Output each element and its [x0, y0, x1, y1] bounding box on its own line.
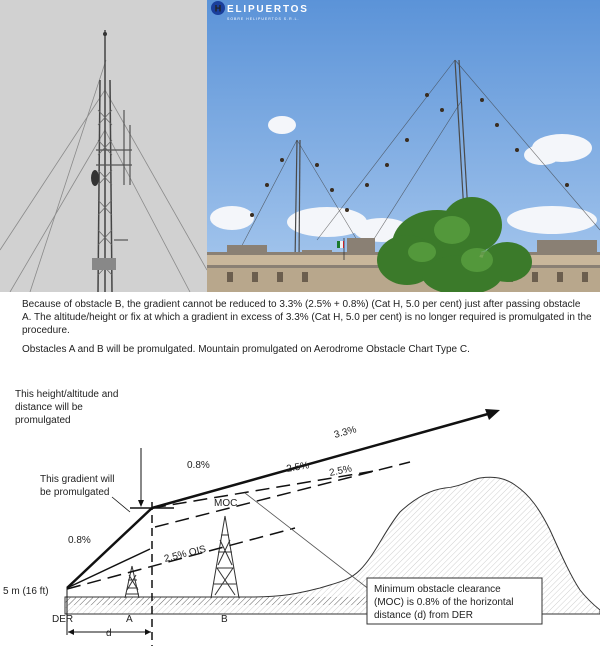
label-gradient-3-3: 3.3%: [332, 424, 358, 441]
label-moc: MOC: [214, 498, 238, 509]
label-obstacle-b: B: [221, 614, 228, 625]
callout-gradient-line2: be promulgated: [40, 487, 110, 498]
moc-box-line1: Minimum obstacle clearance: [374, 584, 501, 595]
explanation-text: [22, 298, 592, 362]
label-gradient-2-5-b: 2.5%: [328, 463, 353, 479]
antenna-photo-left: [0, 0, 207, 292]
moc-box-line3: distance (d) from DER: [374, 610, 473, 621]
callout-gradient-line1: This gradient will: [40, 474, 115, 485]
callout-height-line1: This height/altitude and: [15, 389, 119, 400]
brand-name: ELIPUERTOS: [227, 4, 309, 15]
label-der: DER: [52, 614, 74, 625]
label-ois: 2.5% OIS: [163, 543, 208, 565]
obstacle-b-tower: [211, 516, 239, 598]
callout-height-line2: distance will be: [15, 402, 83, 413]
moc-box-line2: (MOC) is 0.8% of the horizontal: [374, 597, 514, 608]
paragraph-obstacles: Obstacles A and B will be promulgated. Mountain promulgated on Aerodrome Obstacle Chart Type C.: [22, 344, 470, 355]
label-gradient-0-8-top: 0.8%: [187, 460, 210, 471]
label-obstacle-a: A: [126, 614, 133, 625]
city-towers-photo: [207, 0, 600, 292]
brand-letter: H: [214, 3, 222, 14]
label-gradient-0-8-left: 0.8%: [68, 535, 91, 546]
callout-height-line3: promulgated: [15, 415, 71, 426]
label-distance-d: d: [106, 628, 112, 639]
label-5m-16ft: 5 m (16 ft): [3, 586, 49, 597]
obstacle-clearance-diagram: [0, 372, 600, 646]
paragraph-gradient: Because of obstacle B, the gradient cannot be reduced to 3.3% (2.5% + 0.8%) (Cat H, 5.0 per cent) just after passing obstacle A. The altitude/height or fix at which a gradient in excess of 3.3% (Cat H, 5.0 per cent) is no longer required is promulgated in the procedure.: [22, 299, 592, 336]
label-gradient-2-5-a: 2.5%: [285, 460, 310, 475]
brand-tagline: SOBRE HELIPUERTOS S.R.L.: [227, 17, 300, 21]
